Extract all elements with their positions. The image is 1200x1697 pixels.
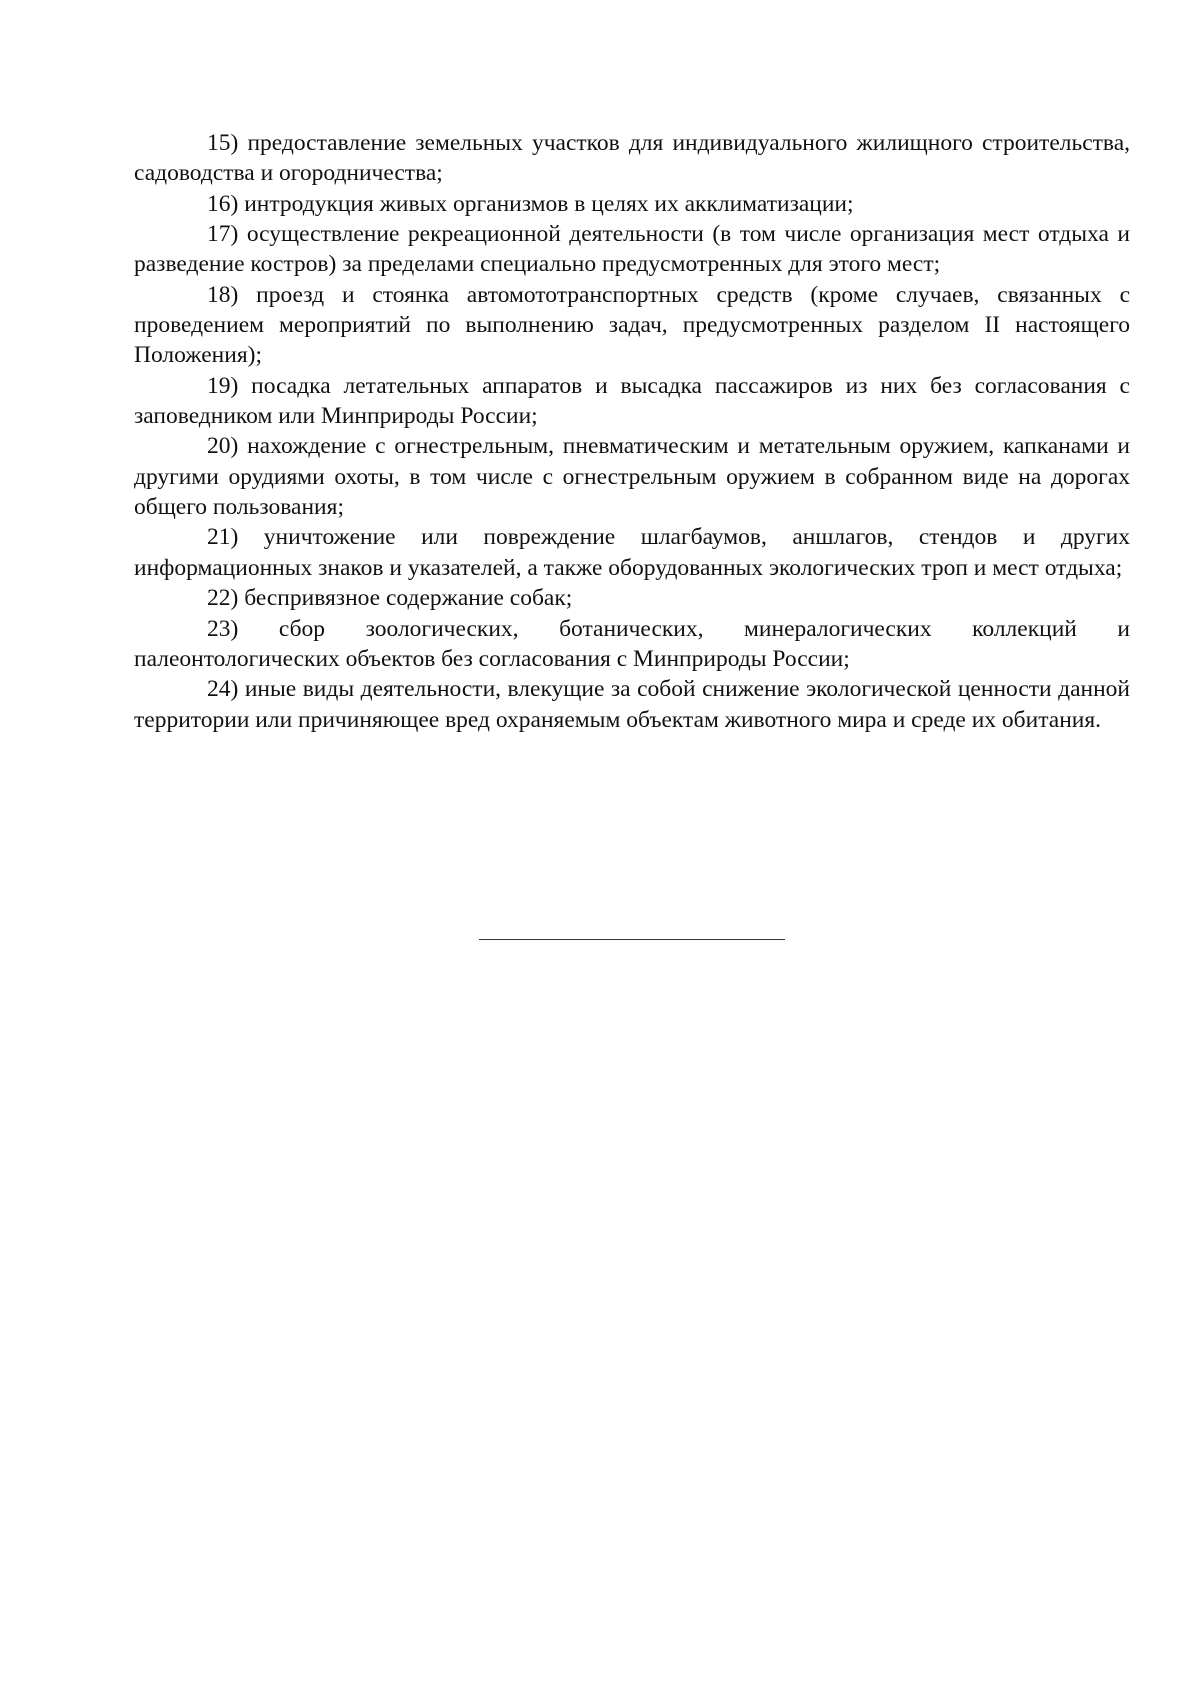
end-of-document-rule bbox=[479, 939, 785, 940]
list-item-19: 19) посадка летательных аппаратов и высадка пассажиров из них без согласования с заповедником или Минприроды России; bbox=[134, 372, 1130, 430]
list-item-23: 23) сбор зоологических, ботанических, минералогических коллекций и палеонтологических объектов без согласования с Минприроды России; bbox=[134, 615, 1130, 672]
list-item-20: 20) нахождение с огнестрельным, пневматическим и метательным оружием, капканами и другими орудиями охоты, в том числе с огнестрельным оружием в собранном виде на дорогах общего пользования; bbox=[134, 433, 1130, 521]
list-item-16: 16) интродукция живых организмов в целях их акклиматизации; bbox=[207, 190, 854, 217]
list-item-22: 22) беспривязное содержание собак; bbox=[207, 585, 573, 612]
list-item-17: 17) осуществление рекреационной деятельности (в том числе организация мест отдыха и разведение костров) за пределами специально предусмотренных для этого мест; bbox=[134, 221, 1130, 278]
list-item-21: 21) уничтожение или повреждение шлагбаумов, аншлагов, стендов и других информационных знаков и указателей, а также оборудованных экологических троп и мест отдыха; bbox=[134, 524, 1130, 581]
list-item-18: 18) проезд и стоянка автомототранспортных средств (кроме случаев, связанных с проведением мероприятий по выполнению задач, предусмотренных разделом II настоящего Положения); bbox=[134, 281, 1130, 369]
list-item-15: 15) предоставление земельных участков для индивидуального жилищного строительства, садоводства и огородничества; bbox=[134, 130, 1130, 187]
list-item-24: 24) иные виды деятельности, влекущие за собой снижение экологической ценности данной территории или причиняющее вред охраняемым объектам животного мира и среде их обитания. bbox=[134, 676, 1130, 733]
prohibited-activities-list bbox=[134, 128, 1130, 735]
